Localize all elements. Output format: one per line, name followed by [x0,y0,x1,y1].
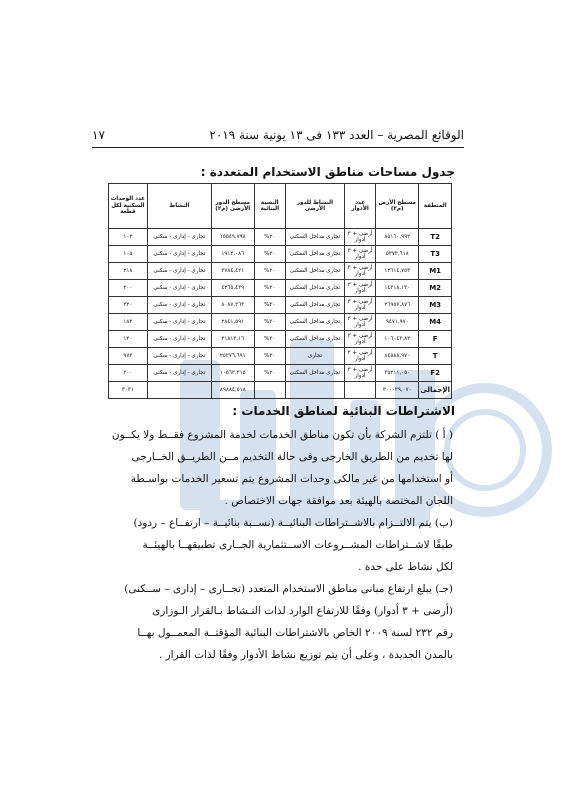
paragraph-line: اللجان المختصة بالهيئة بعد موافقة جهات الاختصاص . [224,495,453,507]
cell-ground-activity: تجارى مداخل السكنى [285,263,344,280]
cell-land-area: ٢٦٩٥٧,٨٧٦ [376,297,419,314]
cell-zone: M3 [419,297,452,314]
cell-empty [285,382,344,399]
table-row [109,280,452,297]
cell-activity: تجارى - إدارى - سكنى [147,229,211,246]
col-land-area: مسطح الأرض (م٢) [376,184,419,229]
cell-floors: أرضى + ٣ أدوار [344,365,375,382]
cell-units: ٢٠٠ [109,280,148,297]
paragraph-a [113,424,453,512]
paragraph-line: (أرضى + ٣ أدوار) وفقًا للارتفاع الوارد لذات النـشاط بـالقرار الـوزارى [152,605,453,617]
cell-ground-activity: تجارى مداخل السكنى [285,246,344,263]
cell-ground-area: ٤٢٦٥,٤٣٩ [211,280,254,297]
cell-total-ground-area: ٨٩٨٨٤,٥١٨ [211,382,254,399]
cell-building-ratio: ٣٠% [254,314,285,331]
table-body [109,229,452,399]
page-number: ١٧ [92,128,105,142]
cell-activity: تجارى - إدارى - سكنى [147,280,211,297]
cell-units: ١٠٣ [109,229,148,246]
cell-zone: T3 [419,246,452,263]
table-title: جدول مساحات مناطق الاستخدام المتعددة : [200,165,455,179]
cell-units: ٩٧٣ [109,348,148,365]
cell-ground-area: ٢٨٤١,٥٩١ [211,314,254,331]
paragraph-b [113,512,453,578]
cell-zone: F2 [419,365,452,382]
cell-building-ratio: ٣٠% [254,297,285,314]
cell-land-area: ٨٤٥٨٨,٩٧٠ [376,348,419,365]
cell-activity: تجارى - إدارى - سكنى [147,246,211,263]
cell-building-ratio: ٣٠% [254,348,285,365]
cell-building-ratio: ٣٠% [254,331,285,348]
cell-units: ١٠٥ [109,246,148,263]
cell-floors: أرضى + ٣ أدوار [344,229,375,246]
cell-empty [344,382,375,399]
cell-total-units: ٣٠٣١ [109,382,148,399]
cell-floors: أرضى + ٣ أدوار [344,263,375,280]
cell-ground-area: ١٩١٢,٠٨٦ [211,246,254,263]
cell-land-area: ١٢٦١٤,٧٥٣ [376,263,419,280]
table-row [109,229,452,246]
cell-ground-activity: تجارى مداخل السكنى [285,314,344,331]
cell-units: ١٣٠ [109,331,148,348]
cell-activity: تجارى - إدارى - سكنى [147,297,211,314]
cell-ground-area: ٣١٨١٣,١٦ [211,331,254,348]
cell-ground-area: ١٠٥٦٣,٣١٥ [211,365,254,382]
paragraph-line: بالمدن الجديدة ، وعلى أن يتم توزيع نشاط الأدوار وفقًا لذات القرار . [158,649,453,661]
cell-zone: F [419,331,452,348]
col-zone: المنطقة [419,184,452,229]
cell-building-ratio: ٣٠% [254,365,285,382]
cell-floors: أرضى + ٣ أدوار [344,297,375,314]
cell-land-area: ١٠٦٠٤٣,٨٣ [376,331,419,348]
cell-units: ٣٠٠ [109,365,148,382]
section-title: الاشتراطات البنائية لمناطق الخدمات : [232,404,455,418]
cell-floors: أرضى + ٣ أدوار [344,246,375,263]
cell-ground-activity: تجارى مداخل السكنى [285,331,344,348]
cell-ground-activity: تجارى مداخل السكنى [285,280,344,297]
cell-empty [254,382,285,399]
cell-total-land-area: ٣٠٠٠٣٩,٠٧٠ [376,382,419,399]
cell-ground-area: ٣٧٨٤,٤٢١ [211,263,254,280]
cell-ground-activity: تجارى مداخل السكنى [285,229,344,246]
paragraph-c [113,578,453,666]
cell-units: ٢١٨ [109,263,148,280]
cell-building-ratio: ٣٠% [254,263,285,280]
paragraph-line: ( أ ) تلتزم الشركة بأن تكون مناطق الخدمات لخدمة المشروع فقــط ولا يكــون [111,429,453,441]
cell-land-area: ٨٥١٦٠,٩٩٣ [376,229,419,246]
cell-activity: تجارى - إدارى - سكنى [147,348,211,365]
cell-land-area: ٥٣٧٣,٦١٨ [376,246,419,263]
col-floors: عدد الأدوار [344,184,375,229]
table-row [109,263,452,280]
table-row [109,365,452,382]
cell-activity: تجارى - إدارى - سكنى [147,331,211,348]
table-row [109,348,452,365]
cell-land-area: ١٤٢١٨,١٣٠ [376,280,419,297]
table-row [109,297,452,314]
cell-ground-area: ١٥٥٤٩,٧٩٨ [211,229,254,246]
paragraph-line: لكل نشاط على حدة . [358,561,453,573]
cell-activity: تجارى - إدارى - سكنى [147,263,211,280]
cell-activity: تجارى - إدارى - سكنى [147,365,211,382]
table-row [109,314,452,331]
cell-activity: تجارى - إدارى - سكنى [147,314,211,331]
cell-zone: T [419,348,452,365]
cell-ground-activity: تجارى مداخل السكنى [285,365,344,382]
paragraph-line: (جـ) يبلغ ارتفاع مبانى مناطق الاستخدام المتعدد (تجــارى – إدارى – ســكنى) [124,583,453,595]
table-row [109,331,452,348]
zones-area-table [108,183,452,399]
cell-land-area: ٩٤٧١,٩٧٠ [376,314,419,331]
header-divider [92,147,464,148]
page-header [92,128,464,144]
cell-zone: M4 [419,314,452,331]
cell-units: ٣٢٠ [109,297,148,314]
paragraph-line: طبقًا لاشــتراطات المشــروعات الاســتثمارية الجــارى تطبيقهــا بالهيئــة [142,539,453,551]
cell-floors: أرضى + ٣ أدوار [344,280,375,297]
header-title: الوقائع المصرية – العدد ١٣٣ فى ١٣ يونية سنة ٢٠١٩ [209,128,464,142]
col-ground-activity: النشاط للدور الأرضى [285,184,344,229]
cell-empty [147,382,211,399]
col-activity: النشاط [147,184,211,229]
table-row [109,246,452,263]
cell-ground-area: ٢٥٣٧٦,٦٩١ [211,348,254,365]
cell-zone: M2 [419,280,452,297]
cell-ground-area: ٨٠٨٧,٣٦٣ [211,297,254,314]
cell-land-area: ٣٥٢١١,٠٥٠ [376,365,419,382]
cell-units: ١٨٢ [109,314,148,331]
cell-building-ratio: ٣٠% [254,229,285,246]
cell-building-ratio: ٣٠% [254,280,285,297]
cell-floors: أرضى + ٣ أدوار [344,348,375,365]
cell-floors: أرضى + ٣ أدوار [344,331,375,348]
col-units: عدد الوحدات السكنية لكل قطعة [109,184,148,229]
col-ground-area: مسطح الدور الأرضى (م٢) [211,184,254,229]
col-building-ratio: النسبة البنائية [254,184,285,229]
cell-zone: M1 [419,263,452,280]
cell-zone: T2 [419,229,452,246]
cell-ground-activity: تجارى [285,348,344,365]
cell-building-ratio: ٣٠% [254,246,285,263]
paragraph-line: أو استخدامها من غير مالكى وحدات المشروع يتم تسعير الخدمات بواسـطة [130,473,453,485]
paragraph-line: (ب) يتم الالتــزام بالاشــتراطات البنائيــة (نســبة بنائيــة – ارتفــاع – ردود) [133,517,453,529]
table-total-row [109,382,452,399]
paragraph-line: لها تخديم من الطريق الخارجى وفى حالة التخديم مــن الطريــق الخــارجى [131,451,453,463]
cell-total-label: الإجمالى [419,382,452,399]
cell-ground-activity: تجارى مداخل السكنى [285,297,344,314]
table-header-row [109,184,452,229]
paragraph-line: رقم ٢٣٢ لسنة ٢٠٠٩ الخاص بالاشتراطات البنائية المؤقتــة المعمــول بهــا [137,627,453,639]
cell-floors: أرضى + ٣ أدوار [344,314,375,331]
